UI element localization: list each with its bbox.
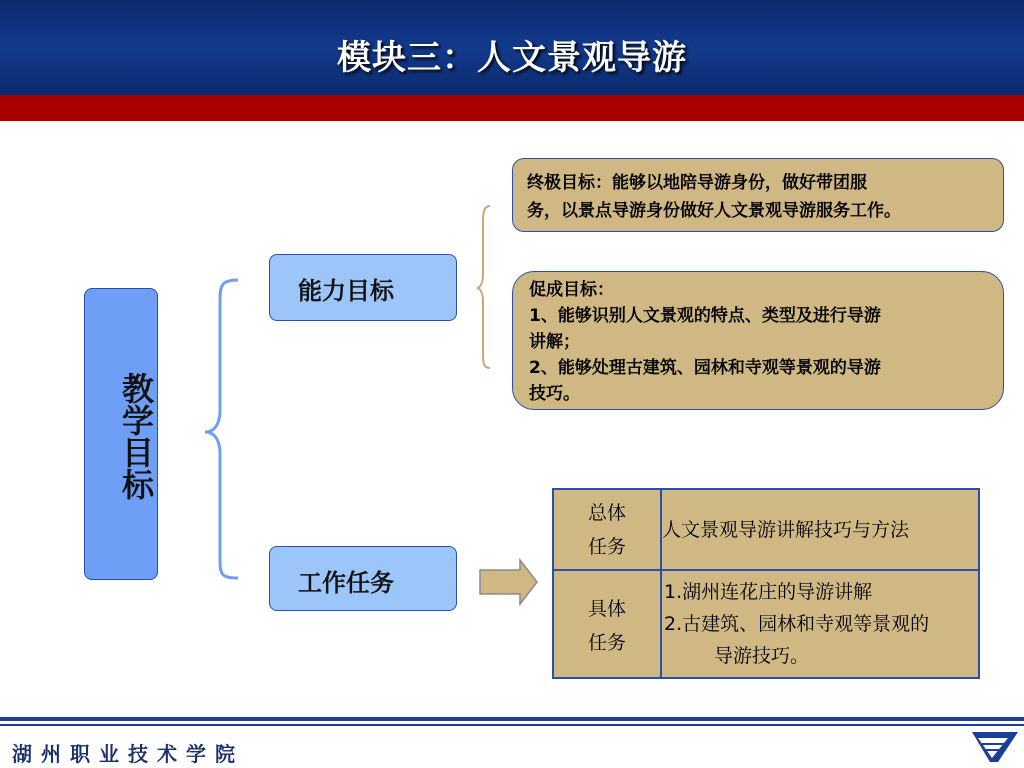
overall-task-text: 人文景观导游讲解技巧与方法 (662, 519, 910, 541)
specific-task-label-2: 任务 (587, 632, 626, 654)
main-brace (205, 280, 238, 578)
work-task-label: 工作任务 (298, 569, 394, 597)
table-divider-horizontal (554, 569, 978, 571)
promote-goal-line5: 技巧。 (529, 384, 580, 404)
promote-goal-line1: 促成目标： (529, 280, 614, 300)
ultimate-goal-box (512, 158, 1004, 232)
ultimate-goal-line2: 务，以景点导游身份做好人文景观导游服务工作。 (527, 201, 901, 221)
ability-goal-label: 能力目标 (298, 277, 394, 305)
promote-goal-box (512, 271, 1004, 410)
specific-task-label-1: 具体 (587, 598, 626, 620)
overall-task-label-1: 总体 (587, 502, 626, 524)
task-arrow (480, 560, 537, 604)
promote-goal-line2: 1、能够识别人文景观的特点、类型及进行导游 (529, 306, 881, 326)
ultimate-goal-line1: 终极目标：能够以地陪导游身份，做好带团服 (527, 173, 867, 193)
school-logo-icon (968, 730, 1020, 764)
promote-goal-line4: 2、能够处理古建筑、园林和寺观等景观的导游 (529, 358, 881, 378)
ability-brace (478, 206, 490, 368)
teaching-goal-label: 教学目标 (117, 372, 155, 500)
school-name: 湖州职业技术学院 (12, 742, 244, 766)
overall-task-label-2: 任务 (587, 536, 626, 558)
specific-task-line2: 2.古建筑、园林和寺观等景观的 (664, 613, 930, 635)
footer-line-thick (0, 717, 1024, 721)
promote-goal-line3: 讲解； (529, 332, 580, 352)
specific-task-line3: 导游技巧。 (714, 645, 810, 667)
task-table (552, 488, 980, 679)
page-title: 模块三：人文景观导游 (337, 38, 687, 78)
specific-task-line1: 1.湖州连花庄的导游讲解 (664, 581, 873, 603)
ability-goal-node (269, 254, 457, 321)
work-task-node (269, 546, 457, 611)
footer-line-thin (0, 724, 1024, 726)
